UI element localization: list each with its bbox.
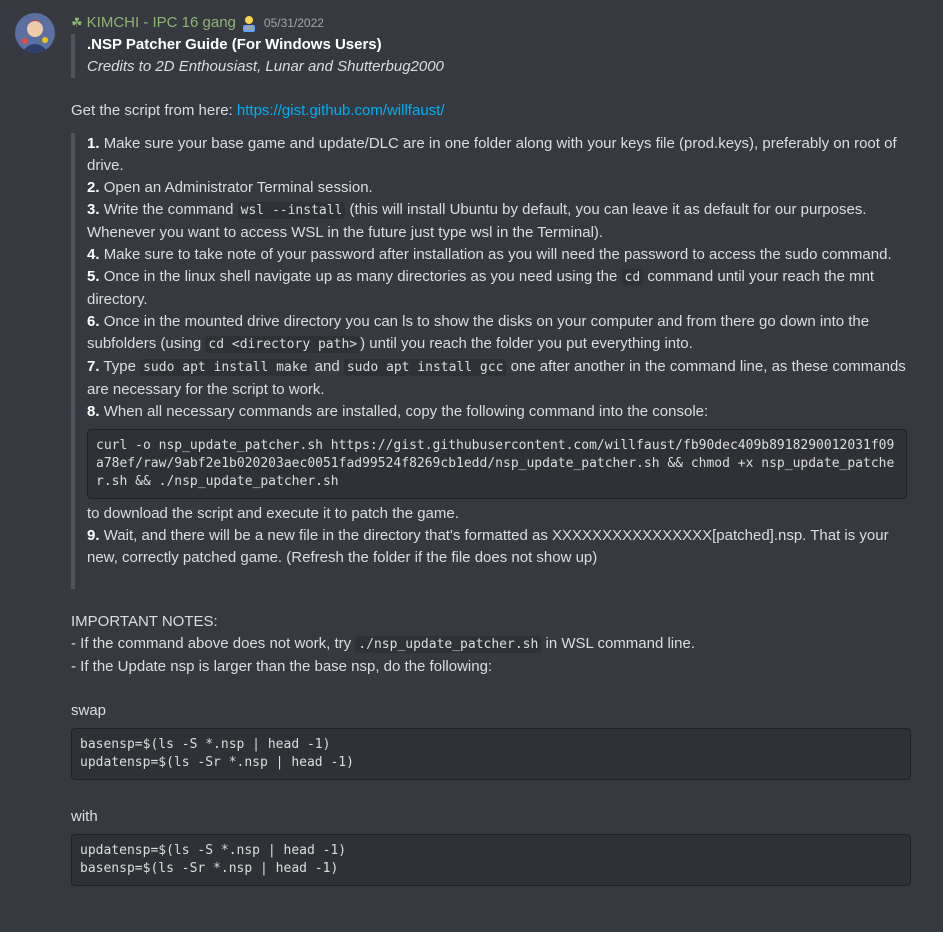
steps-blockquote	[71, 133, 907, 589]
swap-label: swap	[71, 702, 107, 719]
step-5: 5. Once in the linux shell navigate up as many directories as you need using the cd command until your reach the mnt directory.	[87, 268, 875, 308]
inline-code-wsl-install: wsl --install	[238, 202, 346, 219]
step-8: 8. When all necessary commands are installed, copy the following command into the console:	[87, 403, 709, 420]
step-1: 1. Make sure your base game and update/DLC are in one folder along with your keys file (prod.keys), preferably on root of drive.	[87, 135, 897, 174]
intro-text: Get the script from here:	[71, 102, 237, 119]
user-avatar[interactable]	[15, 13, 55, 53]
step-2: 2. Open an Administrator Terminal session.	[87, 179, 373, 196]
inline-code-install-make: sudo apt install make	[140, 359, 310, 376]
inline-code-install-gcc: sudo apt install gcc	[344, 359, 507, 376]
guide-credits: Credits to 2D Enthousiast, Lunar and Shutterbug2000	[87, 58, 444, 75]
technologist-emoji-icon	[240, 14, 258, 32]
swap-codeblock[interactable]: basensp=$(ls -S *.nsp | head -1) updatensp=$(ls -Sr *.nsp | head -1)	[71, 728, 911, 780]
inline-code-cd-path: cd <directory path>	[205, 336, 360, 353]
inline-code-cd: cd	[622, 269, 644, 286]
message-header	[71, 12, 921, 34]
step-6: 6. Once in the mounted drive directory you can ls to show the disks on your computer and from there go down into the subfolders (using cd <directory path> ) until you reach the folder you put everything into.	[87, 313, 870, 352]
blockquote-title	[71, 34, 921, 78]
inline-code-run-script: ./nsp_update_patcher.sh	[355, 636, 541, 653]
note-1: - If the command above does not work, try ./nsp_update_patcher.sh in WSL command line.	[71, 635, 695, 652]
step-8-after: to download the script and execute it to patch the game.	[87, 505, 459, 522]
guide-title: .NSP Patcher Guide (For Windows Users)	[87, 36, 382, 53]
username[interactable]: KIMCHI - IPC 16 gang	[86, 14, 236, 31]
step-7: 7. Type sudo apt install make and sudo apt install gcc one after another in the command line, as these commands are necessary for the script to work.	[87, 358, 906, 398]
intro-line	[71, 100, 921, 122]
message-content	[71, 12, 921, 890]
step-3: 3. Write the command wsl --install (this will install Ubuntu by default, you can leave it as default for our purposes. Whenever you want to access WSL in the future just type wsl in the Terminal).	[87, 201, 867, 241]
with-label: with	[71, 808, 98, 825]
step-4: 4. Make sure to take note of your password after installation as you will need the password to access the sudo command.	[87, 246, 892, 263]
avatar-image	[15, 13, 55, 53]
gist-link[interactable]: https://gist.github.com/willfaust/	[236, 102, 445, 119]
notes-heading: IMPORTANT NOTES:	[71, 613, 218, 630]
message-timestamp[interactable]: 05/31/2022	[263, 16, 324, 30]
leaf-icon: ☘	[71, 15, 83, 30]
with-codeblock[interactable]: updatensp=$(ls -S *.nsp | head -1) basensp=$(ls -Sr *.nsp | head -1)	[71, 834, 911, 886]
note-2: - If the Update nsp is larger than the base nsp, do the following:	[71, 658, 493, 675]
step-9: 9. Wait, and there will be a new file in the directory that's formatted as XXXXXXXXXXXXXXXX[patched].nsp. That is your new, correctly patched game. (Refresh the folder if the file does not show up)	[87, 527, 889, 566]
curl-command-codeblock[interactable]: curl -o nsp_update_patcher.sh https://gist.githubusercontent.com/willfaust/fb90dec409b8918290012031f09a78ef/raw/9abf2e1b020203aec0051fad99524f8269cb1edd/nsp_update_patcher.sh && chmod +x nsp_update_patcher.sh && ./nsp_update_patcher.sh	[87, 429, 907, 499]
